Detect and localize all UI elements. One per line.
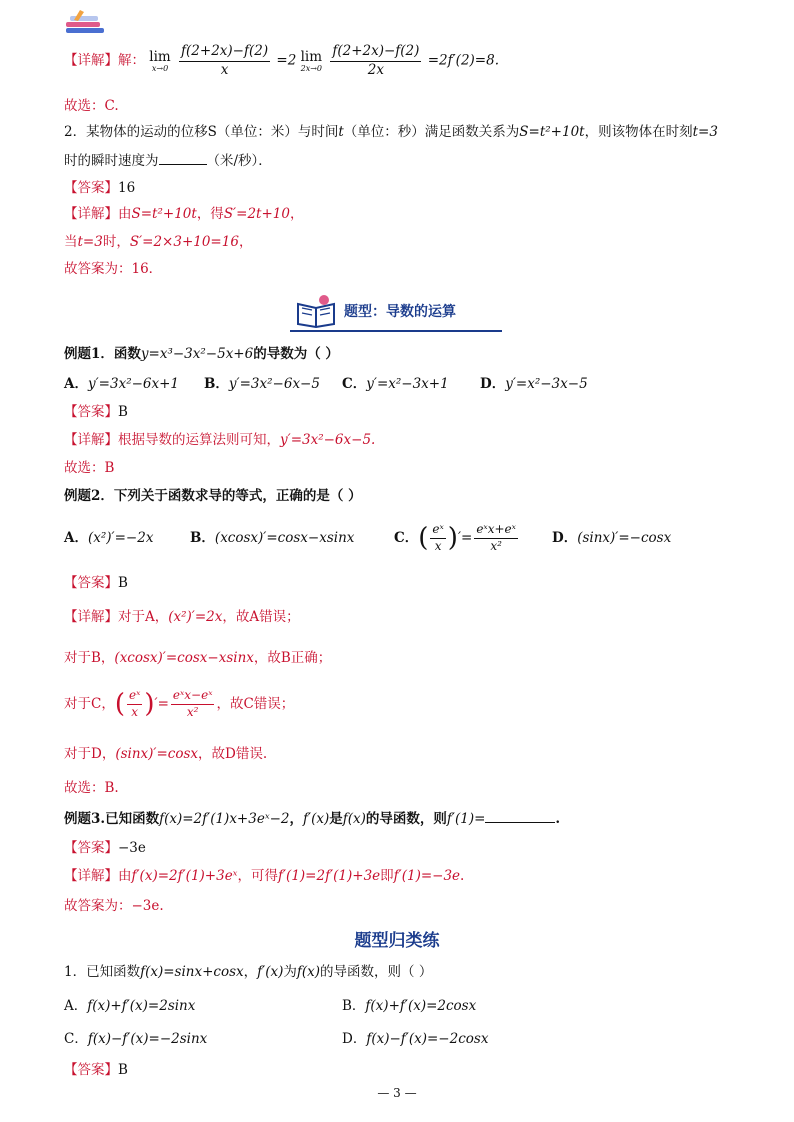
- book-icon: [294, 294, 338, 332]
- example-3-answer-is: 故答案为：−3e.: [64, 898, 164, 914]
- topic-heading-title: 题型：导数的运算: [344, 304, 456, 320]
- question-1-title: 1．已知函数f(x)=sinx+cosx，f′(x)为f(x)的导函数，则（ ）: [64, 964, 433, 980]
- page-number: — 3 —: [377, 1086, 417, 1100]
- example-2-options: A．(x²)′=−2x B．(xcosx)′=cosx−xsinx C．( $\frac{\text{eˣ}}{x}$ )′= $\frac{\text{eˣx+eˣ}}{\text{x²}}$ D．(sinx)′=−cosx: [64, 521, 672, 553]
- problem-2-line-1: 2．某物体的运动的位移S（单位：米）与时间t（单位：秒）满足函数关系为S=t²+10t，则该物体在时刻t=3: [64, 124, 718, 140]
- choose-row-1: 故选：C.: [64, 98, 119, 114]
- example-2-title: 例题2．下列关于函数求导的等式，正确的是（ ）: [64, 488, 362, 504]
- detail-label: 【详解】: [64, 52, 118, 69]
- example-1-options: A．y′=3x²−6x+1 B．y′=3x²−6x−5 C．y′=x²−3x+1 D．y′=x²−3x−5: [64, 376, 588, 392]
- section-title: 题型归类练: [354, 931, 440, 951]
- example-2-detail-d: 对于D，(sinx)′=cosx，故D错误.: [64, 746, 268, 762]
- example-2-detail-a: 【详解】对于A，(x²)′=2x，故A错误；: [64, 609, 300, 625]
- example-1-answer: 【答案】B: [64, 404, 128, 420]
- question-1-options-cd: C．f(x)−f′(x)=−2sinx D．f(x)−f′(x)=−2cosx: [64, 1031, 489, 1047]
- example-3-detail: 【详解】由f′(x)=2f′(1)+3eˣ，可得f′(1)=2f′(1)+3e即f′(1)=−3e.: [64, 868, 465, 884]
- detail-row-1: 【详解】解： lim x→0 $\frac{f(2+2x)-f(2)}{x}$ =2 lim 2x→0 $\frac{f(2+2x)-f(2)}{2x}$ =2f′(2)=8.: [64, 43, 499, 78]
- example-1-detail: 【详解】根据导数的运算法则可知，y′=3x²−6x−5.: [64, 432, 376, 448]
- detail-row-2: 【详解】由S=t²+10t，得S′=2t+10，: [64, 206, 304, 222]
- question-1-answer: 【答案】B: [64, 1062, 128, 1078]
- example-2-answer: 【答案】B: [64, 575, 128, 591]
- answer-row-2: 【答案】16: [64, 180, 136, 196]
- logo-icon: [64, 8, 106, 38]
- topic-heading: [290, 292, 502, 332]
- example-3-answer: 【答案】−3e: [64, 840, 146, 856]
- fraction-2: $\frac{f(2+2x)-f(2)}{2x}$: [332, 43, 420, 78]
- example-1-choose: 故选：B: [64, 460, 115, 476]
- when-row-2: 当t=3时，S′=2×3+10=16，: [64, 234, 253, 250]
- example-2-detail-b: 对于B，(xcosx)′=cosx−xsinx，故B正确；: [64, 650, 332, 666]
- example-3-title: 例题3.已知函数f(x)=2f′(1)x+3eˣ−2，f′(x)是f(x)的导函数，则f′(1)= .: [64, 811, 561, 827]
- limit-1: lim x→0: [149, 48, 171, 74]
- answer-is-row-2: 故答案为：16．: [64, 261, 163, 277]
- limit-2: lim 2x→0: [300, 48, 323, 74]
- example-1-title: 例题1．函数y=x³−3x²−5x+6的导数为（ ）: [64, 346, 339, 362]
- example-2-detail-c: 对于C，( $\frac{\text{eˣ}}{x}$ )′= $\frac{\text{eˣx−eˣ}}{\text{x²}}$ ，故C错误；: [64, 687, 295, 719]
- problem-2-line-2: 时的瞬时速度为 （米/秒）．: [64, 153, 272, 169]
- fraction-1: $\frac{f(2+2x)-f(2)}{x}$: [181, 43, 269, 78]
- example-2-choose: 故选：B.: [64, 780, 119, 796]
- question-1-options-ab: A．f(x)+f′(x)=2sinx B．f(x)+f′(x)=2cosx: [64, 998, 477, 1014]
